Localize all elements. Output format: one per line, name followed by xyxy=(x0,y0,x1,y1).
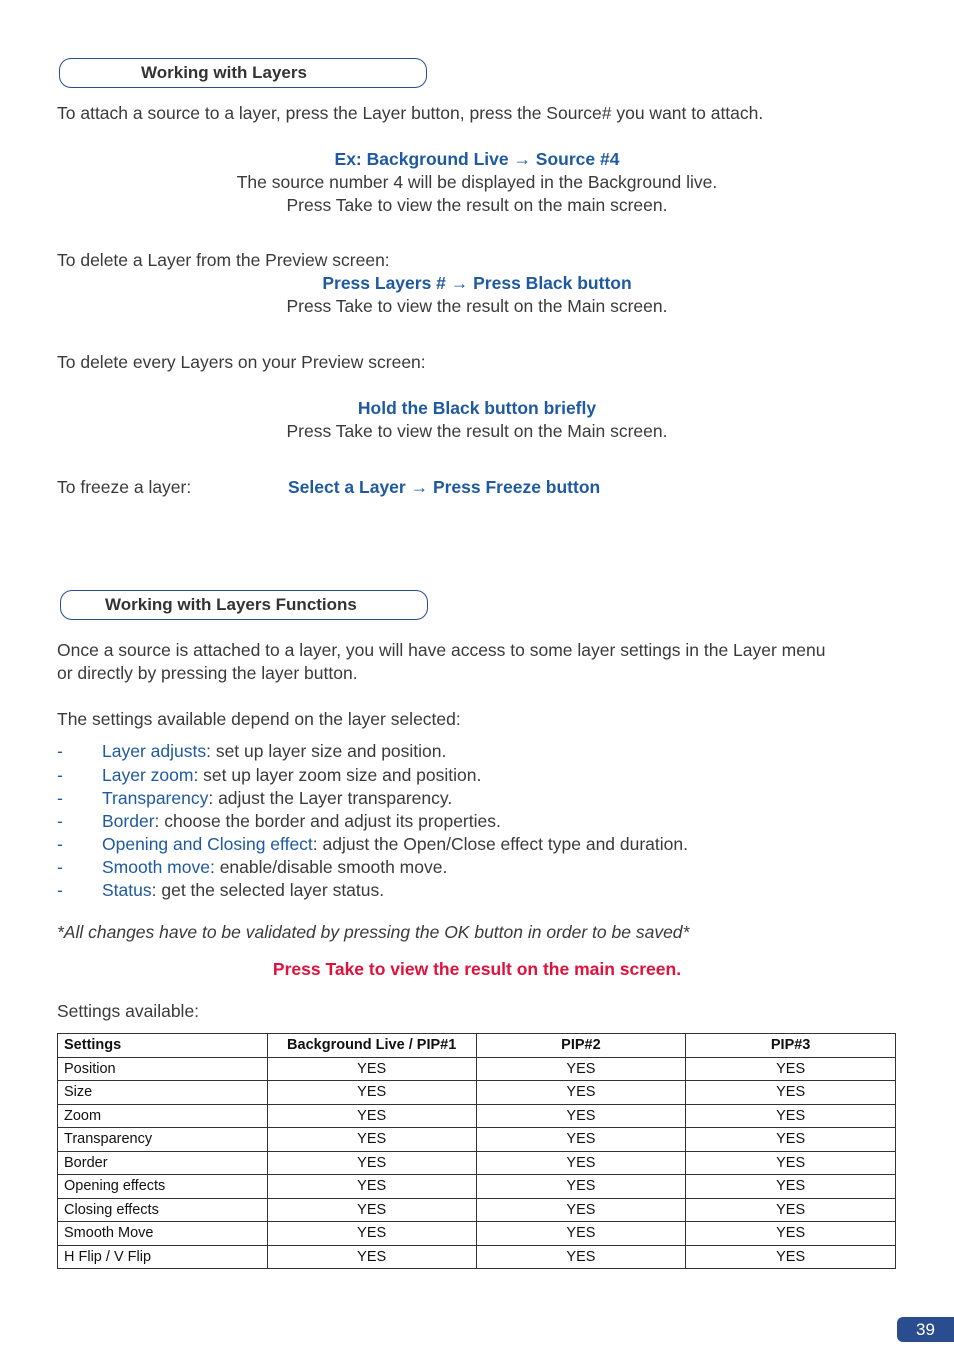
column-header: PIP#3 xyxy=(686,1034,896,1058)
table-cell: Size xyxy=(58,1081,268,1105)
table-cell: Position xyxy=(58,1057,268,1081)
bullet-desc: : adjust the Open/Close effect type and duration. xyxy=(312,834,688,854)
bullet-term: Transparency xyxy=(102,788,209,808)
bullet-term: Opening and Closing effect xyxy=(102,834,313,854)
delete-layer-action: Press Layers # → Press Black button xyxy=(322,273,632,293)
table-cell: YES xyxy=(476,1245,686,1269)
table-cell: YES xyxy=(686,1245,896,1269)
bullet-term: Smooth move xyxy=(102,857,210,877)
table-cell: Opening effects xyxy=(58,1175,268,1199)
table-cell: Smooth Move xyxy=(58,1222,268,1246)
table-cell: YES xyxy=(476,1057,686,1081)
list-item xyxy=(57,787,452,810)
table-cell: YES xyxy=(686,1104,896,1128)
table-cell: YES xyxy=(267,1128,476,1152)
table-cell: YES xyxy=(686,1222,896,1246)
bullet-term: Status xyxy=(102,880,152,900)
table-cell: Border xyxy=(58,1151,268,1175)
table-cell: YES xyxy=(476,1104,686,1128)
table-cell: YES xyxy=(267,1175,476,1199)
bullet-term: Layer zoom xyxy=(102,765,194,785)
table-cell: Transparency xyxy=(58,1128,268,1152)
bullet-desc: : adjust the Layer transparency. xyxy=(208,788,453,808)
bullet-desc: : enable/disable smooth move. xyxy=(209,857,448,877)
list-item xyxy=(57,740,446,763)
delete-all-result: Press Take to view the result on the Main screen. xyxy=(286,421,668,441)
bullet-desc: : choose the border and adjust its properties. xyxy=(154,811,501,831)
table-row xyxy=(58,1128,896,1152)
freeze-label: To freeze a layer: xyxy=(57,477,192,497)
table-intro: Settings available: xyxy=(57,1001,200,1021)
table-cell: YES xyxy=(476,1128,686,1152)
table-cell: YES xyxy=(686,1175,896,1199)
table-row xyxy=(58,1198,896,1222)
table-row xyxy=(58,1245,896,1269)
example-title: Ex: Background Live → Source #4 xyxy=(334,149,620,169)
bullet-term: Layer adjusts xyxy=(102,741,207,761)
bullet-dash: - xyxy=(57,765,63,785)
bullet-desc: : get the selected layer status. xyxy=(151,880,385,900)
table-cell: Zoom xyxy=(58,1104,268,1128)
example-line-1: The source number 4 will be displayed in the Background live. xyxy=(236,172,718,192)
delete-all-intro: To delete every Layers on your Preview screen: xyxy=(57,352,426,372)
settings-table xyxy=(57,1033,896,1269)
bullet-dash: - xyxy=(57,811,63,831)
functions-intro-line-2: or directly by pressing the layer button. xyxy=(57,663,358,683)
bullet-desc: : set up layer zoom size and position. xyxy=(193,765,482,785)
table-cell: YES xyxy=(267,1245,476,1269)
bullet-desc: : set up layer size and position. xyxy=(206,741,447,761)
attach-instructions: To attach a source to a layer, press the Layer button, press the Source# you want to attach. xyxy=(57,103,764,123)
list-item xyxy=(57,810,501,833)
validation-note: *All changes have to be validated by pressing the OK button in order to be saved* xyxy=(57,922,690,942)
example-line-2: Press Take to view the result on the main screen. xyxy=(286,195,668,215)
table-cell: YES xyxy=(476,1198,686,1222)
table-row xyxy=(58,1175,896,1199)
table-cell: YES xyxy=(267,1081,476,1105)
section-heading-text: Working with Layers xyxy=(141,63,307,82)
table-cell: YES xyxy=(686,1128,896,1152)
delete-layer-result: Press Take to view the result on the Main screen. xyxy=(286,296,668,316)
page-number: 39 xyxy=(897,1317,954,1342)
list-item xyxy=(57,879,384,902)
table-row xyxy=(58,1151,896,1175)
bullet-dash: - xyxy=(57,857,63,877)
table-cell: YES xyxy=(476,1175,686,1199)
table-cell: YES xyxy=(267,1057,476,1081)
table-cell: YES xyxy=(476,1222,686,1246)
bullet-dash: - xyxy=(57,834,63,854)
table-cell: YES xyxy=(267,1104,476,1128)
table-cell: YES xyxy=(686,1151,896,1175)
section-heading-text: Working with Layers Functions xyxy=(105,595,357,614)
table-row xyxy=(58,1104,896,1128)
column-header: PIP#2 xyxy=(476,1034,686,1058)
delete-layer-intro: To delete a Layer from the Preview screen: xyxy=(57,250,390,270)
bullet-dash: - xyxy=(57,880,63,900)
bullet-term: Border xyxy=(102,811,155,831)
table-cell: YES xyxy=(476,1151,686,1175)
settings-intro: The settings available depend on the layer selected: xyxy=(57,709,461,729)
list-item xyxy=(57,833,688,856)
delete-all-action: Hold the Black button briefly xyxy=(357,398,597,418)
table-cell: YES xyxy=(686,1057,896,1081)
take-note: Press Take to view the result on the main screen. xyxy=(272,959,682,979)
table-cell: H Flip / V Flip xyxy=(58,1245,268,1269)
list-item xyxy=(57,764,481,787)
bullet-dash: - xyxy=(57,741,63,761)
section-heading-layers xyxy=(59,58,427,88)
table-cell: YES xyxy=(267,1151,476,1175)
table-row xyxy=(58,1081,896,1105)
functions-intro-line-1: Once a source is attached to a layer, you will have access to some layer settings in the Layer menu xyxy=(57,640,826,660)
column-header: Settings xyxy=(58,1034,268,1058)
freeze-action: Select a Layer → Press Freeze button xyxy=(288,477,601,497)
table-header-row xyxy=(58,1034,896,1058)
table-cell: YES xyxy=(476,1081,686,1105)
bullet-dash: - xyxy=(57,788,63,808)
section-heading-layers-functions xyxy=(60,590,428,620)
table-cell: YES xyxy=(686,1198,896,1222)
table-row xyxy=(58,1057,896,1081)
column-header: Background Live / PIP#1 xyxy=(267,1034,476,1058)
list-item xyxy=(57,856,447,879)
table-cell: YES xyxy=(686,1081,896,1105)
table-cell: YES xyxy=(267,1198,476,1222)
table-row xyxy=(58,1222,896,1246)
table-cell: Closing effects xyxy=(58,1198,268,1222)
table-cell: YES xyxy=(267,1222,476,1246)
